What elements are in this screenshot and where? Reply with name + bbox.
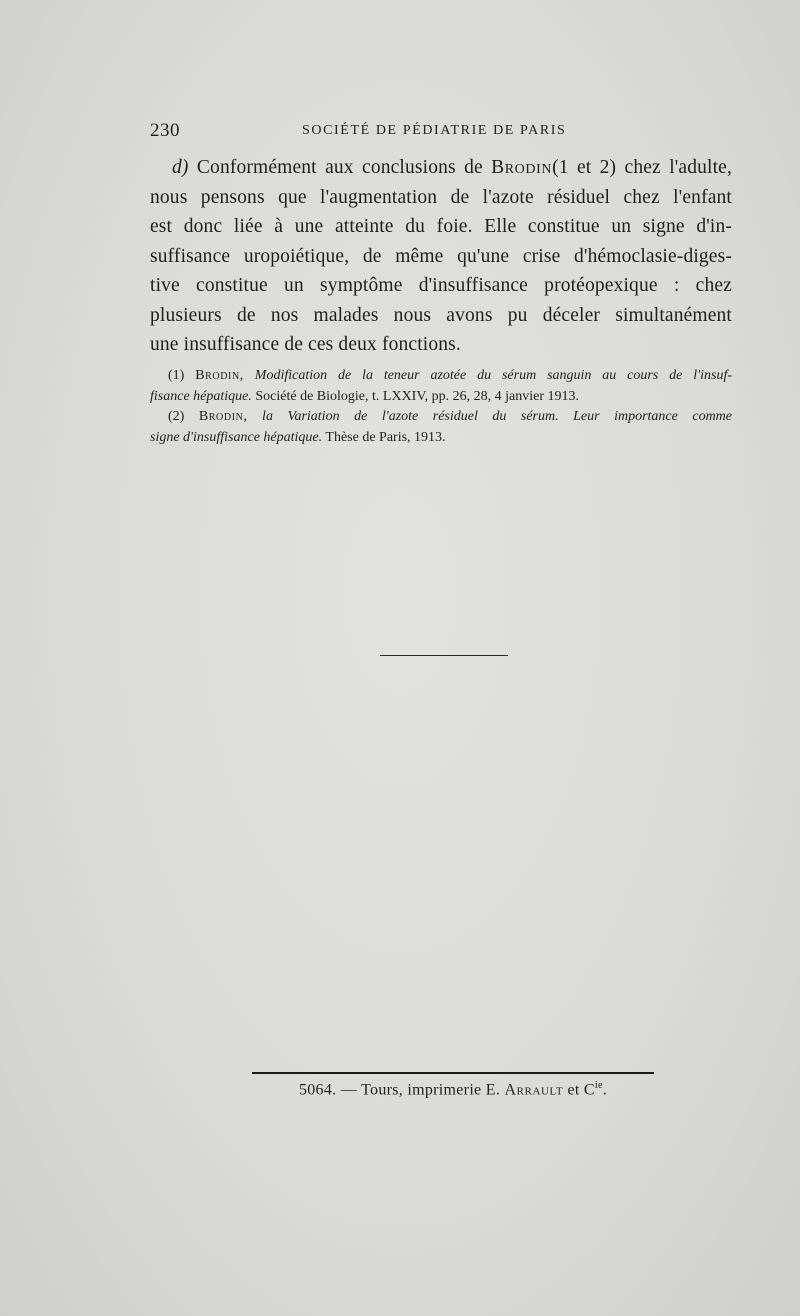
footnote-number: (1) <box>168 368 185 383</box>
footnote-title: Modification de la teneur azotée du sérum sanguin au cours de l'insuf- <box>243 368 732 383</box>
running-title: SOCIÉTÉ DE PÉDIATRIE DE PARIS <box>302 123 567 138</box>
footnotes <box>150 366 732 448</box>
item-label: d) <box>172 157 189 178</box>
footnote-1 <box>150 366 732 407</box>
body-line-6: plusieurs de nos malades nous avons pu déceler simultanément <box>150 304 732 326</box>
footnote-title-cont: signe d'insuffisance hépatique. <box>150 429 323 445</box>
page-header <box>150 120 730 144</box>
footnote-source: Thèse de Paris, 1913. <box>322 429 446 445</box>
footnote-title-cont: fisance hépatique. <box>150 388 252 404</box>
section-divider <box>380 655 508 656</box>
body-line-4: suffisance uropoiétique, de même qu'une crise d'hémoclasie-diges- <box>150 245 732 267</box>
footnote-title: la Variation de l'azote résiduel du sérum. Leur importance comme <box>247 409 733 424</box>
footnote-2 <box>150 407 732 448</box>
body-line-5: tive constitue un symptôme d'insuffisance protéopexique : chez <box>150 275 732 296</box>
body-line-3: est donc liée à une atteinte du foie. Elle constitue un signe d'in- <box>150 216 732 237</box>
body-line-7: une insuffisance de ces deux fonctions. <box>150 334 461 355</box>
footnote-author: Brodin, <box>195 368 244 383</box>
page-number: 230 <box>150 120 180 141</box>
body-line-1: d) Conformément aux conclusions de Brodin(1 et 2) chez l'adulte, <box>172 157 732 178</box>
body-paragraph <box>150 153 732 360</box>
reference-marks: (1 et 2) <box>552 157 617 178</box>
footnote-author: Brodin, <box>198 409 248 424</box>
footnote-number: (2) <box>168 409 185 424</box>
footnote-source: Société de Biologie, t. LXXIV, pp. 26, 28, 4 janvier 1913. <box>251 388 580 404</box>
printer-imprint: 5064. — Tours, imprimerie E. Arrault et $C^{ie}$. <box>298 1080 608 1099</box>
printer-name: Arrault <box>504 1081 564 1099</box>
imprint-rule <box>252 1072 654 1074</box>
author-name: Brodin <box>491 157 553 178</box>
body-line-2: nous pensons que l'augmentation de l'azote résiduel chez l'enfant <box>150 186 732 208</box>
